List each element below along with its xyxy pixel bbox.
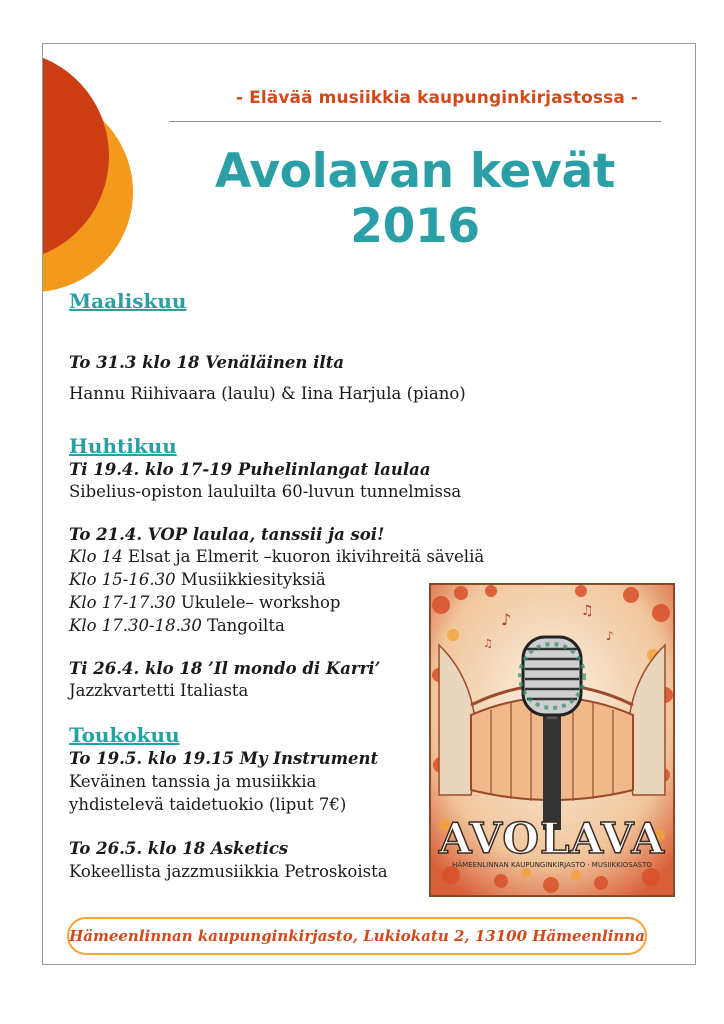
event-title: Ti 19.4. klo 17-19 Puhelinlangat laulaa xyxy=(69,460,431,479)
event-title: To 31.3 klo 18 Venäläinen ilta xyxy=(69,353,345,372)
address-text: Hämeenlinnan kaupunginkirjasto, Lukiokatu 2, 13100 Hämeenlinna xyxy=(69,927,645,945)
program-text: Musiikkiesityksiä xyxy=(175,570,326,589)
svg-text:♫: ♫ xyxy=(483,637,493,650)
address-box xyxy=(67,917,647,955)
month-heading-april: Huhtikuu xyxy=(69,434,177,458)
event-title: To 19.5. klo 19.15 My Instrument xyxy=(69,749,379,768)
program-item xyxy=(69,547,484,566)
event-description: Hannu Riihivaara (laulu) & Iina Harjula (piano) xyxy=(69,384,466,403)
svg-text:♪: ♪ xyxy=(501,610,512,629)
avolava-logo: AVOLAVA xyxy=(439,814,665,863)
month-heading-may: Toukokuu xyxy=(69,723,180,747)
program-time: Klo 14 xyxy=(69,547,123,566)
event-description: Jazzkvartetti Italiasta xyxy=(69,681,249,700)
event-title: To 26.5. klo 18 Asketics xyxy=(69,839,289,858)
program-time: Klo 17-17.30 xyxy=(69,593,176,612)
program-item xyxy=(69,616,285,635)
program-time: Klo 15-16.30 xyxy=(69,570,176,589)
program-text: Ukulele– workshop xyxy=(175,593,341,612)
avolava-poster-image xyxy=(429,583,675,897)
month-heading-march: Maaliskuu xyxy=(69,289,187,313)
event-description: Sibelius-opiston lauluilta 60-luvun tunnelmissa xyxy=(69,482,462,501)
program-text: Tangoilta xyxy=(201,616,285,635)
page-subtitle: - Elävää musiikkia kaupunginkirjastossa - xyxy=(235,88,639,108)
program-text: Elsat ja Elmerit –kuoron ikivihreitä säveliä xyxy=(122,547,485,566)
event-title: Ti 26.4. klo 18 ’Il mondo di Karri’ xyxy=(69,659,381,678)
header-divider xyxy=(169,121,661,122)
stage-microphone-illustration xyxy=(431,585,673,895)
svg-text:♫: ♫ xyxy=(581,603,594,619)
poster-page xyxy=(42,43,696,965)
event-title: To 21.4. VOP laulaa, tanssii ja soi! xyxy=(69,525,385,544)
event-description: Kokeellista jazzmusiikkia Petroskoista xyxy=(69,862,388,881)
event-description: Keväinen tanssia ja musiikkia xyxy=(69,772,317,791)
svg-text:♪: ♪ xyxy=(606,629,614,643)
page-title: Avolavan kevät 2016 xyxy=(214,144,616,254)
event-description: yhdistelevä taidetuokio (liput 7€) xyxy=(69,795,347,814)
program-item xyxy=(69,570,326,589)
program-time: Klo 17.30-18.30 xyxy=(69,616,202,635)
avolava-logo-subtitle: HÄMEENLINNAN KAUPUNGINKIRJASTO · MUSIIKKIOSASTO xyxy=(452,861,652,869)
program-item xyxy=(69,593,340,612)
